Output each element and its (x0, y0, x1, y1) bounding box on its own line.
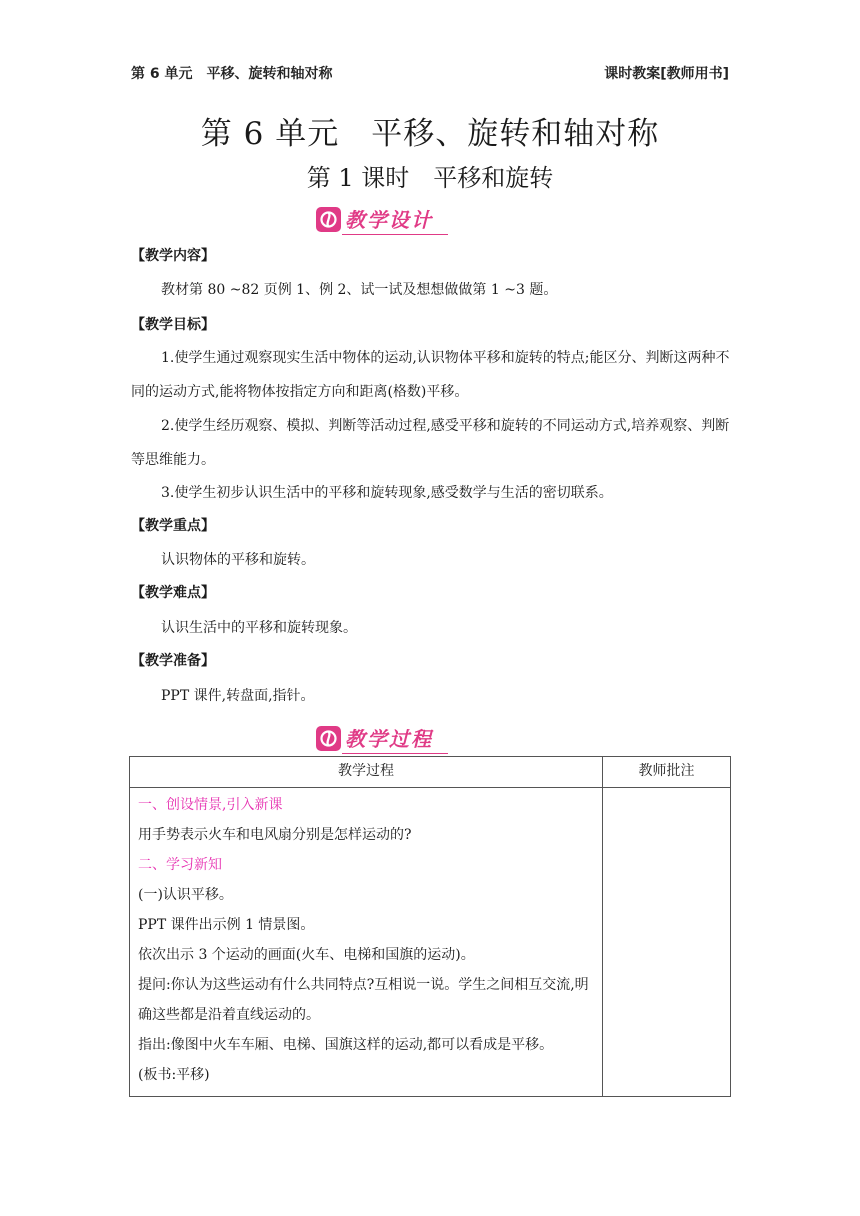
lesson-title: 第 1 课时 平移和旋转 (306, 164, 554, 192)
process-line: 依次出示 3 个运动的画面(火车、电梯和国旗的运动)。 (138, 947, 475, 963)
process-line: 提问:你认为这些运动有什么共同特点?互相说一说。学生之间相互交流,明确这些都是沿着直线运动的。 (138, 977, 589, 1023)
banner-underline (342, 753, 448, 754)
process-line: PPT 课件出示例 1 情景图。 (138, 917, 315, 933)
table-header-row (130, 757, 731, 788)
header-cell-process: 教学过程 (130, 757, 603, 788)
key-heading: 【教学重点】 (131, 518, 215, 534)
goal-3: 3.使学生初步认识生活中的平移和旋转现象,感受数学与生活的密切联系。 (161, 485, 613, 501)
process-cell (130, 788, 603, 1097)
content-text: 教材第 80 ~82 页例 1、例 2、试一试及想想做做第 1 ~3 题。 (161, 282, 558, 298)
table-row (130, 788, 731, 1097)
unit-title: 第 6 单元 平移、旋转和轴对称 (200, 116, 660, 152)
banner-label: 教学过程 (345, 727, 433, 751)
key-text: 认识物体的平移和旋转。 (161, 552, 315, 568)
process-line: 一、创设情景,引入新课 (138, 797, 283, 813)
goal-2: 2.使学生经历观察、模拟、判断等活动过程,感受平移和旋转的不同运动方式,培养观察、判断等思维能力。 (131, 418, 730, 468)
process-table (129, 756, 731, 1097)
process-line: 用手势表示火车和电风扇分别是怎样运动的? (138, 827, 412, 843)
banner-logo-icon (316, 726, 341, 751)
banner-label: 教学设计 (345, 208, 433, 232)
running-header-right: 课时教案[教师用书] (604, 66, 729, 82)
process-line: (一)认识平移。 (138, 887, 233, 903)
difficulty-heading: 【教学难点】 (131, 585, 215, 601)
content-heading: 【教学内容】 (131, 248, 215, 264)
process-line: 二、学习新知 (138, 857, 222, 873)
process-line: (板书:平移) (138, 1067, 210, 1083)
header-cell-notes: 教师批注 (603, 757, 731, 788)
prep-heading: 【教学准备】 (131, 653, 215, 669)
teaching-process-banner (316, 725, 448, 753)
banner-underline (342, 234, 448, 235)
process-line: 指出:像图中火车车厢、电梯、国旗这样的运动,都可以看成是平移。 (138, 1037, 554, 1053)
goals-heading: 【教学目标】 (131, 317, 215, 333)
prep-text: PPT 课件,转盘面,指针。 (161, 688, 315, 704)
teaching-design-banner (316, 206, 448, 234)
goal-1: 1.使学生通过观察现实生活中物体的运动,认识物体平移和旋转的特点;能区分、判断这两种不同的运动方式,能将物体按指定方向和距离(格数)平移。 (131, 350, 730, 400)
notes-cell (603, 788, 731, 1097)
running-header-left: 第 6 单元 平移、旋转和轴对称 (131, 66, 333, 82)
difficulty-text: 认识生活中的平移和旋转现象。 (161, 620, 357, 636)
banner-logo-icon (316, 207, 341, 232)
